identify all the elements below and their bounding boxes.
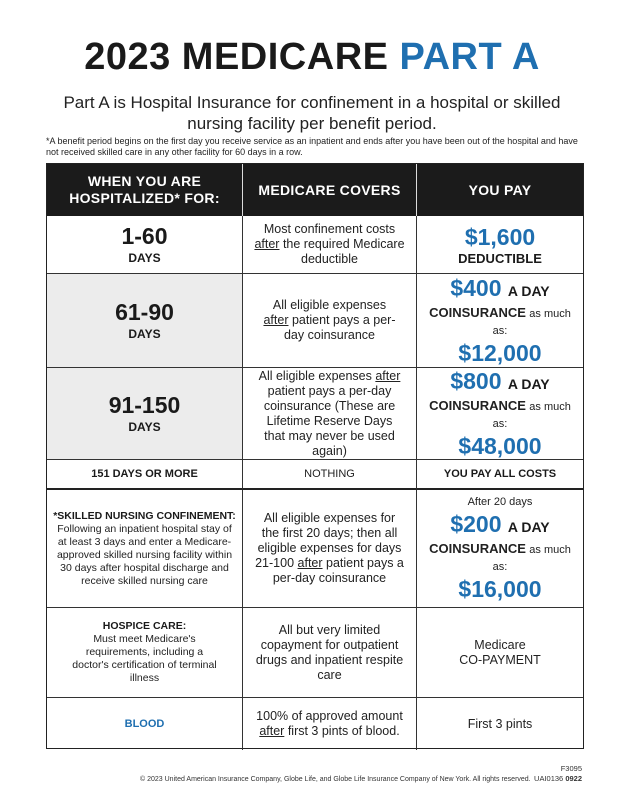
blood-label: BLOOD <box>124 718 165 730</box>
covers-text: All eligible expenses <box>258 368 372 383</box>
covers-text: Most confinement costs <box>263 222 396 236</box>
deductible-amount: $1,600 <box>464 223 536 250</box>
covers-blood <box>243 698 417 750</box>
coverage-table <box>46 163 584 749</box>
pay-hospice <box>417 608 583 698</box>
row-61-90-days <box>47 274 243 368</box>
covers-hospice <box>243 608 417 698</box>
coinsurance-label: COINSURANCE <box>429 305 526 320</box>
covers-91-150 <box>243 368 417 460</box>
range-151-plus: 151 DAYS OR MORE <box>91 468 198 480</box>
row-hospice-care <box>47 608 243 698</box>
covers-after: after <box>297 556 323 570</box>
covers-text: All eligible expenses for the first 20 days; then all eligible expenses for days 21-100 <box>255 511 402 570</box>
deductible-label: DEDUCTIBLE <box>458 250 542 266</box>
pay-blood <box>417 698 583 750</box>
covers-text: patient pays a per-day coinsurance <box>283 313 396 342</box>
row-1-60-days <box>47 216 243 274</box>
covers-text: 100% of approved amount <box>256 709 403 723</box>
skilled-nursing-heading: *SKILLED NURSING CONFINEMENT: <box>53 509 236 522</box>
header-medicare-covers: MEDICARE COVERS <box>243 164 417 216</box>
subtitle: Part A is Hospital Insurance for confinement in a hospital or skilled nursing facility per benefit period. <box>63 93 561 133</box>
hospice-heading: HOSPICE CARE: <box>102 620 187 632</box>
benefit-period-footnote: *A benefit period begins on the first day you receive service as an inpatient and ends after you have been out of the hospital and have not received skilled care in any other facility for 60 days in a row. <box>46 136 578 157</box>
row-blood <box>47 698 243 750</box>
as-much-as-label: as much as: <box>492 308 571 337</box>
copyright-footer: © 2023 United American Insurance Company, Globe Life, and Globe Life Insurance Company of New York. All rights reserved. <box>140 776 531 783</box>
pay-1-60 <box>417 216 583 274</box>
covers-1-60 <box>243 216 417 274</box>
as-much-as-label: as much as: <box>492 401 571 430</box>
range-1-60: 1-60 <box>121 223 168 249</box>
blood-pay: First 3 pints <box>467 716 533 731</box>
covers-skilled-nursing <box>243 490 417 608</box>
days-label: DAYS <box>128 327 161 341</box>
pay-91-150 <box>417 368 583 460</box>
daily-coinsurance-amount: $400 <box>450 275 502 301</box>
per-day-label: A DAY <box>507 283 550 299</box>
per-day-label: A DAY <box>507 519 550 535</box>
covers-text: All eligible expenses <box>272 298 387 312</box>
daily-coinsurance-amount: $200 <box>450 511 502 537</box>
form-version: 0922 <box>565 774 582 783</box>
max-amount: $16,000 <box>458 576 542 602</box>
covers-after: after <box>254 237 280 251</box>
coinsurance-label: COINSURANCE <box>429 398 526 413</box>
covers-nothing: NOTHING <box>304 467 355 480</box>
as-much-as-label: as much as: <box>492 544 571 573</box>
covers-text: first 3 pints of blood. <box>287 724 400 738</box>
coinsurance-label: COINSURANCE <box>429 541 526 556</box>
hospice-pay-copayment: CO-PAYMENT <box>459 652 541 667</box>
title-prefix: 2023 MEDICARE <box>84 36 389 78</box>
row-skilled-nursing <box>47 490 243 608</box>
form-code <box>534 764 582 784</box>
row-151-days <box>47 460 243 490</box>
row-91-150-days <box>47 368 243 460</box>
range-91-150: 91-150 <box>108 392 181 418</box>
pay-151 <box>417 460 583 490</box>
daily-coinsurance-amount: $800 <box>450 368 502 394</box>
range-61-90: 61-90 <box>115 299 174 325</box>
days-label: DAYS <box>128 251 161 265</box>
hospice-pay-medicare: Medicare <box>474 637 526 652</box>
hospice-desc: Must meet Medicare's requirements, including a doctor's certification of terminal illness <box>72 633 217 684</box>
page-title <box>0 36 624 79</box>
form-id: UAI0136 <box>534 774 564 783</box>
covers-after: after <box>263 313 289 327</box>
days-label: DAYS <box>128 420 161 434</box>
covers-151 <box>243 460 417 490</box>
covers-after: after <box>259 724 285 738</box>
pay-all-costs: YOU PAY ALL COSTS <box>443 468 557 480</box>
covers-text: patient pays a per-day coinsurance (These are Lifetime Reserve Days that may never be used again) <box>263 383 396 458</box>
per-day-label: A DAY <box>507 376 550 392</box>
covers-text: patient pays a per-day coinsurance <box>272 556 404 585</box>
pay-61-90 <box>417 274 583 368</box>
skilled-nursing-desc: Following an inpatient hospital stay of at least 3 days and enter a Medicare-approved skilled nursing facility within 30 days after hospital discharge and receive skilled nursing care <box>56 522 233 587</box>
max-amount: $12,000 <box>458 340 542 366</box>
hospice-covers: All but very limited copayment for outpatient drugs and inpatient respite care <box>255 622 404 682</box>
pay-skilled-nursing <box>417 490 583 608</box>
covers-61-90 <box>243 274 417 368</box>
after-20-days: After 20 days <box>467 496 533 508</box>
covers-text: the required Medicare deductible <box>282 237 405 266</box>
covers-after: after <box>375 368 401 383</box>
form-number: F3095 <box>560 764 582 773</box>
title-highlight: PART A <box>399 36 540 78</box>
max-amount: $48,000 <box>458 433 542 459</box>
header-you-pay: YOU PAY <box>417 164 583 216</box>
header-hospitalized: WHEN YOU ARE HOSPITALIZED* FOR: <box>47 164 243 216</box>
